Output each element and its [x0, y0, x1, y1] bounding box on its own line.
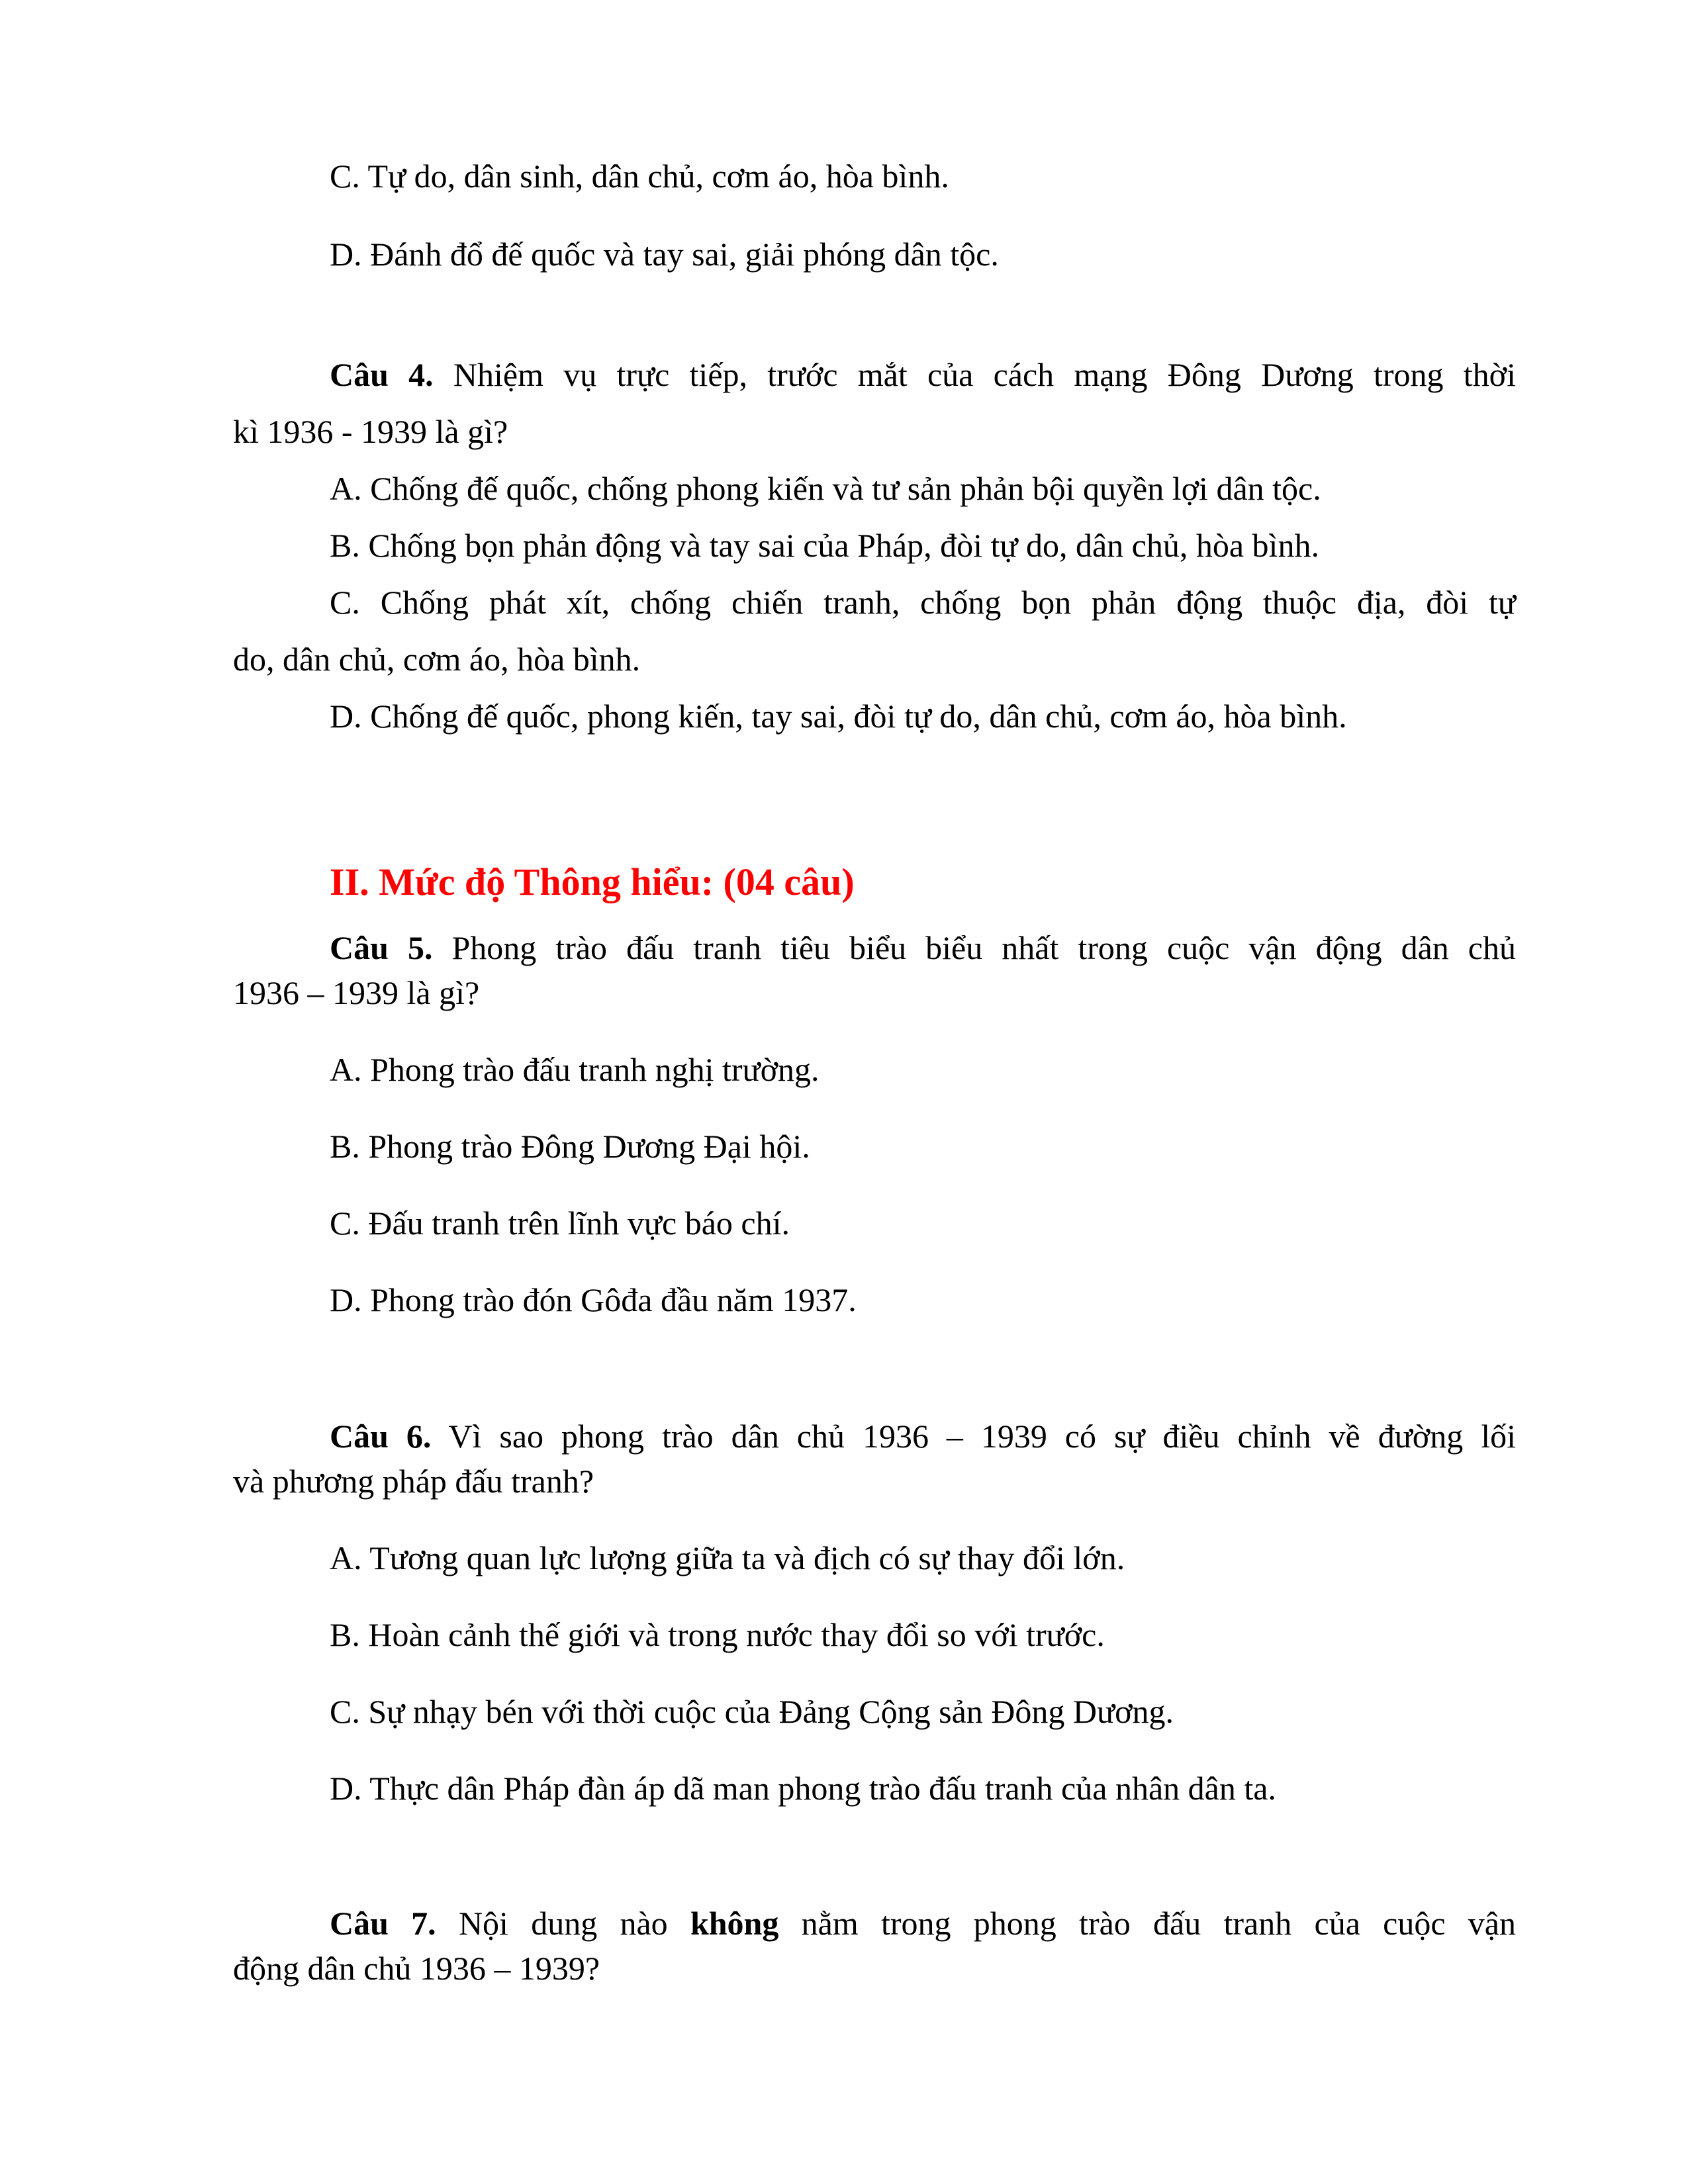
q3-option-d: D. Đánh đổ đế quốc và tay sai, giải phóng dân tộc. [330, 236, 999, 273]
q3-option-c: C. Tự do, dân sinh, dân chủ, cơm áo, hòa bình. [330, 158, 949, 195]
q7-label: Câu 7. [330, 1905, 436, 1942]
q6-option-c: C. Sự nhạy bén với thời cuộc của Đảng Cộng sản Đông Dương. [330, 1693, 1174, 1730]
q7-question-emphasis: không [690, 1905, 779, 1942]
q5-option-c: C. Đấu tranh trên lĩnh vực báo chí. [330, 1205, 790, 1242]
q6-question-text: Vì sao phong trào dân chủ 1936 – 1939 có sự điều chỉnh về đường lối [431, 1418, 1516, 1455]
q4-question-text: Nhiệm vụ trực tiếp, trước mắt của cách mạng Đông Dương trong thời [433, 356, 1516, 393]
q7-question-line1 [330, 1903, 1516, 1943]
q4-question-line1 [330, 355, 1516, 394]
q6-question-line2: và phương pháp đấu tranh? [233, 1463, 594, 1500]
q6-label: Câu 6. [330, 1418, 432, 1455]
q7-question-line2: động dân chủ 1936 – 1939? [233, 1950, 600, 1987]
q5-question-text: Phong trào đấu tranh tiêu biểu biểu nhất trong cuộc vận động dân chủ [432, 929, 1517, 966]
q5-question-line2: 1936 – 1939 là gì? [233, 974, 480, 1011]
q5-question-line1 [330, 928, 1516, 968]
q6-question-line1 [330, 1416, 1516, 1456]
q4-option-b: B. Chống bọn phản động và tay sai của Pháp, đòi tự do, dân chủ, hòa bình. [330, 527, 1319, 564]
q6-option-a: A. Tương quan lực lượng giữa ta và địch có sự thay đổi lớn. [330, 1539, 1125, 1576]
q4-option-c-line2: do, dân chủ, cơm áo, hòa bình. [233, 641, 641, 678]
q4-option-d: D. Chống đế quốc, phong kiến, tay sai, đòi tự do, dân chủ, cơm áo, hòa bình. [330, 698, 1347, 735]
q4-option-c-line1: C. Chống phát xít, chống chiến tranh, chống bọn phản động thuộc địa, đòi tự [330, 584, 1516, 621]
q7-question-text-2: nằm trong phong trào đấu tranh của cuộc vận [778, 1905, 1516, 1942]
q5-option-a: A. Phong trào đấu tranh nghị trường. [330, 1051, 820, 1088]
section-heading: II. Mức độ Thông hiểu: (04 câu) [330, 860, 855, 903]
q7-question-text-1: Nội dung nào [436, 1905, 690, 1942]
q5-label: Câu 5. [330, 929, 433, 966]
q4-label: Câu 4. [330, 356, 434, 393]
q4-question-line2: kì 1936 - 1939 là gì? [233, 413, 508, 450]
q4-option-a: A. Chống đế quốc, chống phong kiến và tư sản phản bội quyền lợi dân tộc. [330, 470, 1321, 507]
q6-option-b: B. Hoàn cảnh thế giới và trong nước thay đổi so với trước. [330, 1616, 1105, 1653]
q5-option-b: B. Phong trào Đông Dương Đại hội. [330, 1128, 810, 1165]
q6-option-d: D. Thực dân Pháp đàn áp dã man phong trào đấu tranh của nhân dân ta. [330, 1770, 1276, 1807]
q5-option-d: D. Phong trào đón Gôđa đầu năm 1937. [330, 1281, 857, 1318]
